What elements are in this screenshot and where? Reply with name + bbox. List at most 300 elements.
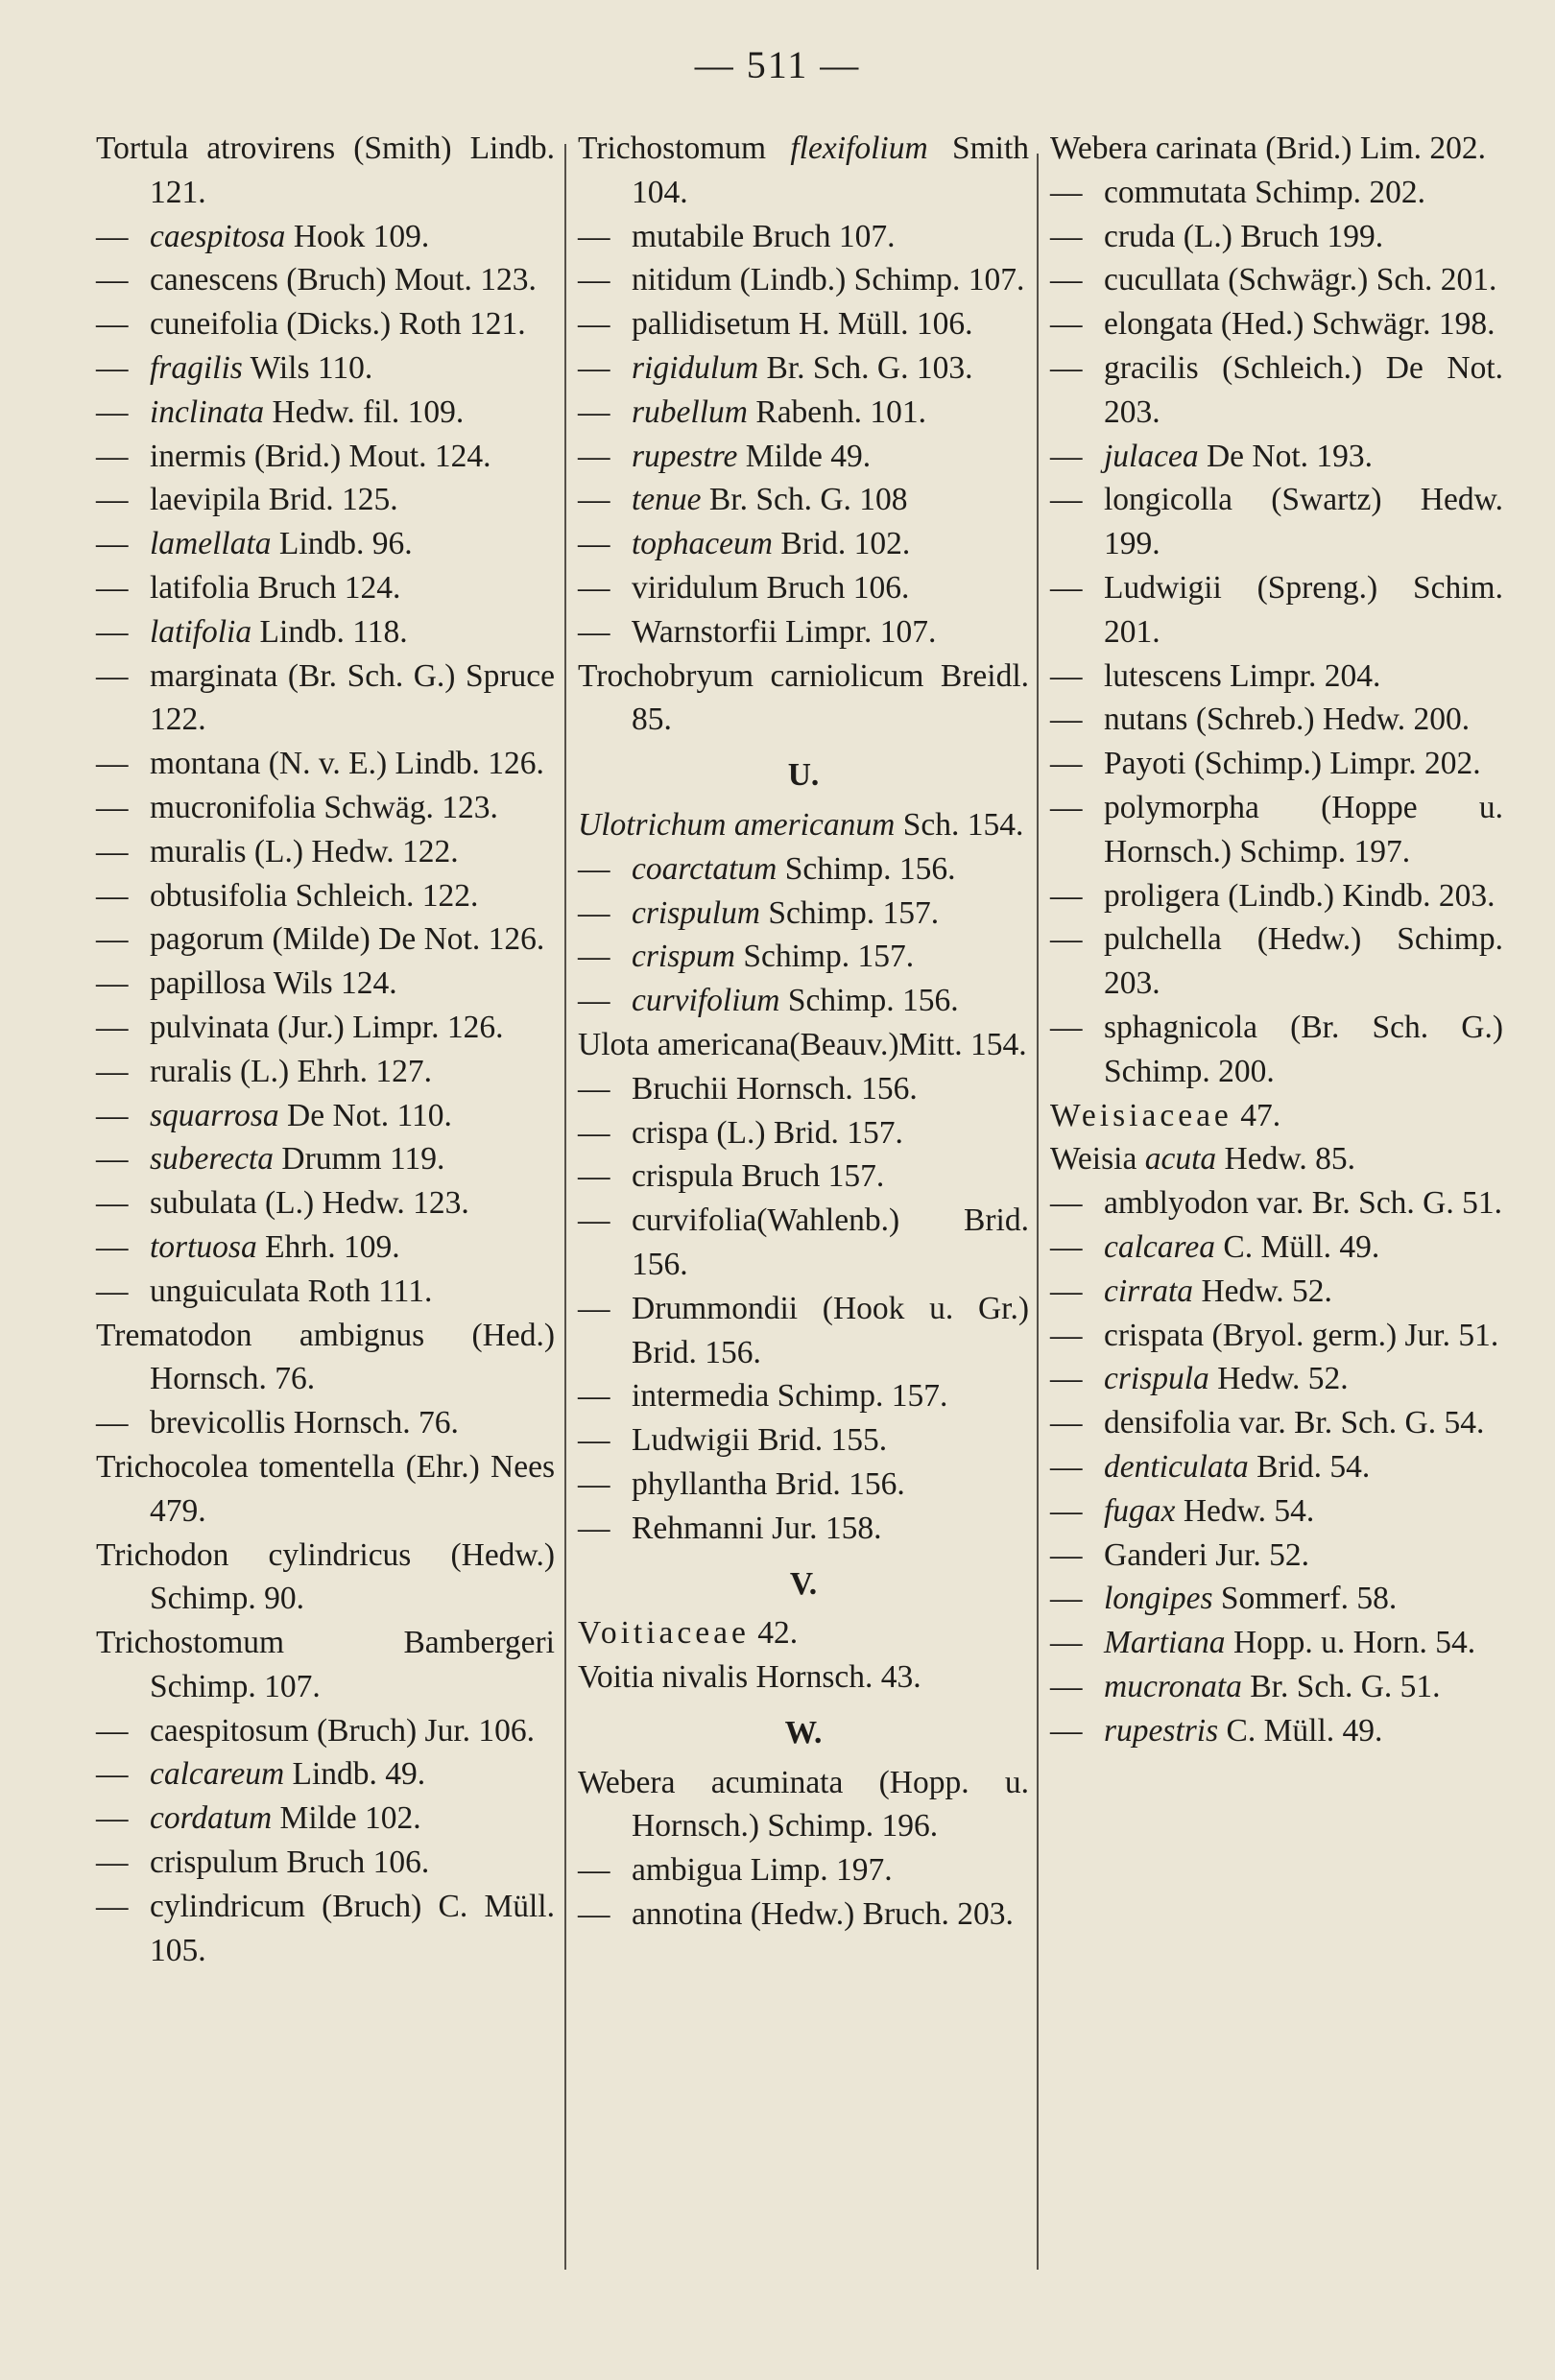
entry-text: inclinata xyxy=(150,393,265,430)
ditto-dash: — xyxy=(1050,306,1083,343)
ditto-dash: — xyxy=(96,218,129,254)
ditto-dash: — xyxy=(1050,702,1083,738)
index-subentry xyxy=(96,215,555,259)
ditto-dash: — xyxy=(578,1070,610,1107)
ditto-dash: — xyxy=(578,526,610,562)
entry-text: marginata (Br. Sch. G.) Spruce 122. xyxy=(150,657,555,738)
entry-text: pallidisetum H. Müll. 106. xyxy=(632,306,973,343)
ditto-dash: — xyxy=(1050,1228,1083,1265)
entry-text: Hedw. fil. 109. xyxy=(264,393,465,430)
entry-text: Bruchii Hornsch. 156. xyxy=(632,1070,918,1107)
ditto-dash: — xyxy=(1050,657,1083,694)
ditto-dash: — xyxy=(1050,1492,1083,1529)
ditto-dash: — xyxy=(1050,438,1083,474)
index-subentry xyxy=(1050,566,1503,654)
entry-text: coarctatum xyxy=(632,850,778,887)
index-subentry xyxy=(1050,654,1503,699)
entry-text: Schimp. 156. xyxy=(777,850,956,887)
index-subentry xyxy=(578,1154,1029,1199)
entry-text: Sommerf. 58. xyxy=(1212,1581,1398,1617)
ditto-dash: — xyxy=(578,1202,610,1239)
entry-text: nitidum (Lindb.) Schimp. 107. xyxy=(632,262,1025,298)
entry-text: intermedia Schimp. 157. xyxy=(632,1378,948,1415)
ditto-dash: — xyxy=(578,569,610,606)
index-subentry xyxy=(96,522,555,566)
entry-text: Trichostomum Bambergeri Schimp. 107. xyxy=(96,1625,555,1704)
entry-text: amblyodon var. Br. Sch. G. 51. xyxy=(1104,1185,1503,1222)
entry-text: C. Müll. 49. xyxy=(1218,1712,1383,1749)
ditto-dash: — xyxy=(96,1228,129,1265)
ditto-dash: — xyxy=(96,657,129,694)
ditto-dash: — xyxy=(1050,1317,1083,1353)
ditto-dash: — xyxy=(96,349,129,386)
index-entry xyxy=(1050,1137,1503,1181)
entry-text: Warnstorfii Limpr. 107. xyxy=(632,613,937,650)
index-subentry xyxy=(96,258,555,302)
entry-text: rupestre xyxy=(632,438,738,474)
entry-text: Rehmanni Jur. 158. xyxy=(632,1510,882,1546)
index-subentry xyxy=(578,258,1029,302)
ditto-dash: — xyxy=(1050,174,1083,210)
ditto-dash: — xyxy=(1050,789,1083,825)
index-subentry xyxy=(96,786,555,830)
entry-text: rupestris xyxy=(1104,1712,1219,1749)
index-subentry xyxy=(1050,302,1503,346)
entry-text: C. Müll. 49. xyxy=(1214,1228,1380,1265)
index-entry xyxy=(96,127,555,215)
index-subentry xyxy=(96,478,555,522)
entry-text: annotina (Hedw.) Bruch. 203. xyxy=(632,1896,1014,1933)
index-subentry xyxy=(1050,171,1503,215)
column-divider xyxy=(564,144,566,2270)
index-subentry xyxy=(96,302,555,346)
entry-text: Voitia nivalis Hornsch. 43. xyxy=(578,1659,921,1696)
entry-text: papillosa Wils 124. xyxy=(150,965,397,1002)
ditto-dash: — xyxy=(1050,349,1083,386)
ditto-dash: — xyxy=(578,1158,610,1195)
ditto-dash: — xyxy=(1050,1536,1083,1573)
index-subentry xyxy=(1050,742,1503,786)
index-subentry xyxy=(96,1270,555,1314)
entry-text: Hook 109. xyxy=(285,218,430,254)
entry-text: crispulum Bruch 106. xyxy=(150,1844,430,1881)
entry-text: Hedw. 85. xyxy=(1216,1141,1355,1178)
entry-text: latifolia Bruch 124. xyxy=(150,569,401,606)
entry-text: Hedw. 52. xyxy=(1193,1273,1332,1309)
entry-text: elongata (Hed.) Schwägr. 198. xyxy=(1104,306,1495,343)
index-subentry xyxy=(578,892,1029,936)
index-subentry xyxy=(578,979,1029,1023)
entry-text: gracilis (Schleich.) De Not. 203. xyxy=(1104,349,1503,430)
entry-text: lamellata xyxy=(150,526,272,562)
ditto-dash: — xyxy=(96,262,129,298)
index-subentry xyxy=(1050,478,1503,566)
entry-text: curvifolium xyxy=(632,983,780,1019)
index-subentry xyxy=(96,346,555,391)
index-column-2 xyxy=(578,127,1029,1937)
entry-text: unguiculata Roth 111. xyxy=(150,1273,433,1309)
ditto-dash: — xyxy=(96,1185,129,1222)
index-subentry xyxy=(1050,258,1503,302)
entry-text: acuta xyxy=(1144,1141,1217,1178)
index-subentry xyxy=(96,435,555,479)
index-subentry xyxy=(96,874,555,918)
index-column-1 xyxy=(96,127,555,1972)
entry-text: Voitiaceae xyxy=(578,1615,750,1652)
index-subentry xyxy=(1050,1489,1503,1534)
entry-text: pulvinata (Jur.) Limpr. 126. xyxy=(150,1009,504,1045)
index-subentry xyxy=(1050,1314,1503,1358)
ditto-dash: — xyxy=(1050,1625,1083,1661)
entry-text: Payoti (Schimp.) Limpr. 202. xyxy=(1104,746,1481,782)
entry-text: Sch. 154. xyxy=(895,806,1024,843)
entry-text: Lindb. 49. xyxy=(284,1756,426,1793)
entry-text: Wils 110. xyxy=(242,349,373,386)
index-subentry xyxy=(1050,1401,1503,1445)
index-subentry xyxy=(1050,1270,1503,1314)
entry-text: latifolia xyxy=(150,613,252,650)
entry-text: Smith 104. xyxy=(632,131,1029,210)
ditto-dash: — xyxy=(1050,746,1083,782)
index-subentry xyxy=(1050,346,1503,435)
entry-text: Trematodon ambignus (Hed.) Hornsch. 76. xyxy=(96,1317,555,1397)
ditto-dash: — xyxy=(578,1378,610,1415)
entry-text: crispulum xyxy=(632,894,760,931)
entry-text: commutata Schimp. 202. xyxy=(1104,174,1425,210)
index-subentry xyxy=(96,917,555,962)
ditto-dash: — xyxy=(96,1097,129,1133)
ditto-dash: — xyxy=(96,789,129,825)
ditto-dash: — xyxy=(96,1405,129,1441)
ditto-dash: — xyxy=(96,526,129,562)
ditto-dash: — xyxy=(578,1510,610,1546)
ditto-dash: — xyxy=(96,833,129,869)
ditto-dash: — xyxy=(1050,921,1083,958)
entry-text: cirrata xyxy=(1104,1273,1194,1309)
index-subentry xyxy=(96,566,555,610)
entry-text: mutabile Bruch 107. xyxy=(632,218,896,254)
entry-text: flexifolium xyxy=(790,131,928,166)
ditto-dash: — xyxy=(1050,218,1083,254)
ditto-dash: — xyxy=(578,262,610,298)
index-entry xyxy=(578,1761,1029,1849)
index-subentry xyxy=(578,522,1029,566)
entry-text: suberecta xyxy=(150,1141,274,1178)
ditto-dash: — xyxy=(578,613,610,650)
entry-text: Br. Sch. G. 103. xyxy=(758,349,973,386)
entry-text: tortuosa xyxy=(150,1228,257,1265)
entry-text: rigidulum xyxy=(632,349,759,386)
ditto-dash: — xyxy=(578,894,610,931)
entry-text: Brid. 54. xyxy=(1248,1448,1371,1485)
index-subentry xyxy=(578,215,1029,259)
ditto-dash: — xyxy=(96,1009,129,1045)
index-subentry xyxy=(578,1067,1029,1111)
ditto-dash: — xyxy=(96,877,129,914)
index-subentry xyxy=(96,610,555,654)
ditto-dash: — xyxy=(578,438,610,474)
entry-text: Webera carinata (Brid.) Lim. 202. xyxy=(1050,131,1487,166)
entry-text: Hopp. u. Horn. 54. xyxy=(1225,1625,1476,1661)
entry-text: Schimp. 157. xyxy=(760,894,940,931)
entry-text: ambigua Limp. 197. xyxy=(632,1852,893,1889)
entry-text: viridulum Bruch 106. xyxy=(632,569,910,606)
ditto-dash: — xyxy=(578,1465,610,1502)
index-subentry xyxy=(96,1797,555,1841)
index-subentry xyxy=(96,1226,555,1270)
entry-text: mucronata xyxy=(1104,1668,1242,1704)
ditto-dash: — xyxy=(578,349,610,386)
entry-text: Lindb. 96. xyxy=(271,526,413,562)
index-entry xyxy=(96,1534,555,1622)
ditto-dash: — xyxy=(1050,1448,1083,1485)
entry-text: Ganderi Jur. 52. xyxy=(1104,1536,1309,1573)
ditto-dash: — xyxy=(1050,1668,1083,1704)
entry-text: Ehrh. 109. xyxy=(256,1228,400,1265)
ditto-dash: — xyxy=(578,306,610,343)
ditto-dash: — xyxy=(96,613,129,650)
entry-text: U. xyxy=(787,757,820,794)
entry-text: caespitosum (Bruch) Jur. 106. xyxy=(150,1712,536,1749)
entry-text: tophaceum xyxy=(632,526,773,562)
entry-text: proligera (Lindb.) Kindb. 203. xyxy=(1104,877,1495,914)
entry-text: Brid. 102. xyxy=(773,526,911,562)
index-subentry xyxy=(578,847,1029,892)
entry-text: Ludwigii Brid. 155. xyxy=(632,1422,888,1459)
index-subentry xyxy=(1050,1006,1503,1094)
index-subentry xyxy=(578,1111,1029,1155)
ditto-dash: — xyxy=(96,438,129,474)
entry-text: Schimp. 157. xyxy=(734,939,915,975)
index-subentry xyxy=(1050,786,1503,874)
entry-text: Milde 102. xyxy=(272,1800,421,1837)
entry-text: subulata (L.) Hedw. 123. xyxy=(150,1185,469,1222)
index-subentry xyxy=(578,935,1029,979)
index-subentry xyxy=(96,1841,555,1885)
entry-text: inermis (Brid.) Mout. 124. xyxy=(150,438,491,474)
index-subentry xyxy=(578,1287,1029,1375)
index-entry xyxy=(1050,127,1503,171)
ditto-dash: — xyxy=(96,1888,129,1924)
entry-text: calcarea xyxy=(1104,1228,1215,1265)
index-entry xyxy=(1050,1094,1503,1138)
entry-text: longicolla (Swartz) Hedw. 199. xyxy=(1104,482,1503,562)
entry-text: Webera acuminata (Hopp. u. Hornsch.) Schimp. 196. xyxy=(578,1764,1029,1844)
ditto-dash: — xyxy=(96,1844,129,1881)
entry-text: Lindb. 118. xyxy=(251,613,408,650)
entry-text: W. xyxy=(784,1714,823,1750)
index-entry xyxy=(578,1023,1029,1067)
ditto-dash: — xyxy=(578,1114,610,1151)
index-subentry xyxy=(578,610,1029,654)
ditto-dash: — xyxy=(1050,1009,1083,1045)
entry-text: rubellum xyxy=(632,393,748,430)
entry-text: V. xyxy=(789,1565,818,1602)
ditto-dash: — xyxy=(1050,1712,1083,1749)
entry-text: pagorum (Milde) De Not. 126. xyxy=(150,921,545,958)
entry-text: Ulotrichum americanum xyxy=(578,806,896,843)
index-subentry xyxy=(96,1006,555,1050)
index-subentry xyxy=(96,962,555,1006)
index-subentry xyxy=(578,1848,1029,1892)
index-column-3 xyxy=(1050,127,1503,1752)
entry-text: obtusifolia Schleich. 122. xyxy=(150,877,479,914)
index-entry xyxy=(96,1314,555,1402)
ditto-dash: — xyxy=(96,1800,129,1837)
ditto-dash: — xyxy=(578,1896,610,1933)
entry-text: crispa (L.) Brid. 157. xyxy=(632,1114,903,1151)
index-subentry xyxy=(578,391,1029,435)
entry-text: caespitosa xyxy=(150,218,286,254)
ditto-dash: — xyxy=(96,569,129,606)
entry-text: nutans (Schreb.) Hedw. 200. xyxy=(1104,702,1471,738)
entry-text: Weisia xyxy=(1050,1141,1145,1178)
section-letter xyxy=(578,753,1029,797)
entry-text: fragilis xyxy=(150,349,243,386)
ditto-dash: — xyxy=(1050,569,1083,606)
entry-text: crispata (Bryol. germ.) Jur. 51. xyxy=(1104,1317,1499,1353)
entry-text: crispula Bruch 157. xyxy=(632,1158,885,1195)
index-subentry xyxy=(578,478,1029,522)
entry-text: De Not. 193. xyxy=(1198,438,1374,474)
ditto-dash: — xyxy=(96,482,129,518)
ditto-dash: — xyxy=(1050,1273,1083,1309)
ditto-dash: — xyxy=(578,1422,610,1459)
entry-text: cuneifolia (Dicks.) Roth 121. xyxy=(150,306,526,343)
index-entry xyxy=(578,1611,1029,1655)
index-subentry xyxy=(96,1050,555,1094)
index-subentry xyxy=(1050,1445,1503,1489)
index-subentry xyxy=(1050,1181,1503,1226)
entry-text: longipes xyxy=(1104,1581,1213,1617)
entry-text: Ludwigii (Spreng.) Schim. 201. xyxy=(1104,569,1503,650)
ditto-dash: — xyxy=(578,1290,610,1326)
entry-text: tenue xyxy=(632,482,702,518)
entry-text: Schimp. 156. xyxy=(779,983,959,1019)
entry-text: Br. Sch. G. 108 xyxy=(701,482,908,518)
index-subentry xyxy=(578,1507,1029,1551)
index-subentry xyxy=(96,1401,555,1445)
index-subentry xyxy=(578,1199,1029,1287)
entry-text: laevipila Brid. 125. xyxy=(150,482,398,518)
ditto-dash: — xyxy=(1050,1405,1083,1441)
entry-text: lutescens Limpr. 204. xyxy=(1104,657,1381,694)
entry-text: Martiana xyxy=(1104,1625,1226,1661)
entry-text: densifolia var. Br. Sch. G. 54. xyxy=(1104,1405,1485,1441)
section-letter xyxy=(578,1711,1029,1755)
entry-text: Br. Sch. G. 51. xyxy=(1241,1668,1441,1704)
index-subentry xyxy=(1050,874,1503,918)
entry-text: crispula xyxy=(1104,1361,1209,1397)
entry-text: montana (N. v. E.) Lindb. 126. xyxy=(150,746,544,782)
index-subentry xyxy=(1050,1709,1503,1753)
entry-text: mucronifolia Schwäg. 123. xyxy=(150,789,498,825)
ditto-dash: — xyxy=(578,983,610,1019)
index-subentry xyxy=(1050,917,1503,1006)
ditto-dash: — xyxy=(1050,482,1083,518)
entry-text: sphagnicola (Br. Sch. G.) Schimp. 200. xyxy=(1104,1009,1503,1089)
entry-text: calcareum xyxy=(150,1756,285,1793)
index-subentry xyxy=(96,1137,555,1181)
entry-text: cruda (L.) Bruch 199. xyxy=(1104,218,1384,254)
section-letter xyxy=(578,1562,1029,1606)
index-subentry xyxy=(578,1463,1029,1507)
index-entry xyxy=(578,654,1029,743)
index-subentry xyxy=(1050,435,1503,479)
entry-text: Ulota americana(Beauv.)Mitt. 154. xyxy=(578,1026,1027,1062)
index-subentry xyxy=(96,654,555,743)
ditto-dash: — xyxy=(96,306,129,343)
index-subentry xyxy=(96,1709,555,1753)
entry-text: cylindricum (Bruch) C. Müll. 105. xyxy=(150,1888,555,1968)
entry-text: brevicollis Hornsch. 76. xyxy=(150,1405,459,1441)
entry-text: muralis (L.) Hedw. 122. xyxy=(150,833,459,869)
index-subentry xyxy=(1050,1357,1503,1401)
entry-text: crispum xyxy=(632,939,735,975)
index-subentry xyxy=(1050,1665,1503,1709)
ditto-dash: — xyxy=(578,1852,610,1889)
entry-text: Hedw. 54. xyxy=(1175,1492,1315,1529)
ditto-dash: — xyxy=(96,1712,129,1749)
entry-text: polymorpha (Hoppe u. Hornsch.) Schimp. 197. xyxy=(1104,789,1503,869)
entry-text: Rabenh. 101. xyxy=(747,393,927,430)
index-entry xyxy=(96,1621,555,1709)
index-subentry xyxy=(1050,1534,1503,1578)
entry-text: Drumm 119. xyxy=(274,1141,445,1178)
entry-text: Hedw. 52. xyxy=(1208,1361,1349,1397)
index-subentry xyxy=(96,1094,555,1138)
entry-text: ruralis (L.) Ehrh. 127. xyxy=(150,1053,432,1089)
entry-text: Weisiaceae xyxy=(1050,1097,1232,1133)
ditto-dash: — xyxy=(1050,1185,1083,1222)
entry-text: cordatum xyxy=(150,1800,273,1837)
index-entry xyxy=(578,803,1029,847)
ditto-dash: — xyxy=(96,746,129,782)
entry-text: De Not. 110. xyxy=(278,1097,452,1133)
column-divider xyxy=(1037,154,1039,2270)
index-subentry xyxy=(578,346,1029,391)
ditto-dash: — xyxy=(96,1273,129,1309)
entry-text: Trochobryum carniolicum Breidl. 85. xyxy=(578,657,1029,738)
entry-text: phyllantha Brid. 156. xyxy=(632,1465,905,1502)
ditto-dash: — xyxy=(1050,1361,1083,1397)
index-subentry xyxy=(1050,215,1503,259)
ditto-dash: — xyxy=(578,393,610,430)
index-entry xyxy=(578,127,1029,215)
index-subentry xyxy=(96,1752,555,1797)
ditto-dash: — xyxy=(96,1141,129,1178)
entry-text: Tortula atrovirens (Smith) Lindb. 121. xyxy=(96,131,555,210)
entry-text: Trichodon cylindricus (Hedw.) Schimp. 90. xyxy=(96,1536,555,1617)
ditto-dash: — xyxy=(1050,262,1083,298)
entry-text: cucullata (Schwägr.) Sch. 201. xyxy=(1104,262,1497,298)
entry-text: canescens (Bruch) Mout. 123. xyxy=(150,262,537,298)
index-subentry xyxy=(1050,698,1503,742)
index-subentry xyxy=(96,1181,555,1226)
ditto-dash: — xyxy=(1050,1581,1083,1617)
ditto-dash: — xyxy=(578,850,610,887)
entry-text: Drummondii (Hook u. Gr.) Brid. 156. xyxy=(632,1290,1029,1370)
entry-text: Trichocolea tomentella (Ehr.) Nees 479. xyxy=(96,1448,555,1529)
ditto-dash: — xyxy=(96,393,129,430)
ditto-dash: — xyxy=(578,218,610,254)
ditto-dash: — xyxy=(96,921,129,958)
index-subentry xyxy=(578,566,1029,610)
entry-text: 42. xyxy=(749,1615,799,1652)
index-subentry xyxy=(96,391,555,435)
entry-text: Trichostomum xyxy=(578,131,791,166)
index-entry xyxy=(96,1445,555,1534)
